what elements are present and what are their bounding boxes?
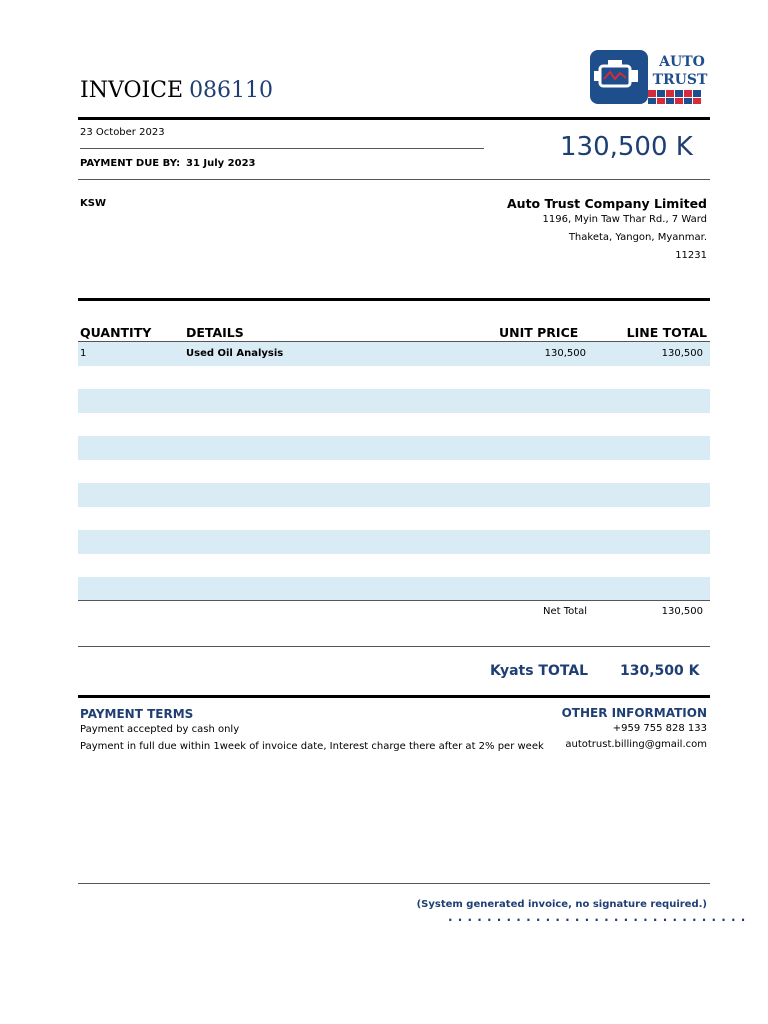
row-unit-price: 130,500 xyxy=(544,348,586,359)
company-name: Auto Trust Company Limited xyxy=(507,196,707,211)
table-row xyxy=(78,413,710,437)
logo-graphic xyxy=(590,48,710,110)
table-row xyxy=(78,342,710,366)
engine-icon-right xyxy=(630,70,638,82)
net-total-value: 130,500 xyxy=(661,606,703,617)
engine-icon-top xyxy=(608,60,622,66)
payment-due-date: 31 July 2023 xyxy=(186,158,256,169)
table-row xyxy=(78,577,710,601)
logo-text-line1: AUTO xyxy=(659,54,705,70)
company-postal: 11231 xyxy=(675,250,707,261)
payment-due-label: PAYMENT DUE BY: xyxy=(80,158,181,169)
totals-divider xyxy=(78,695,710,698)
table-row xyxy=(78,460,710,484)
table-top-divider xyxy=(78,298,710,301)
kyats-total-label: Kyats TOTAL xyxy=(490,663,589,679)
signature-dots: ............................... xyxy=(448,910,751,924)
bill-to-name: KSW xyxy=(80,198,106,209)
other-info-title: OTHER INFORMATION xyxy=(561,706,707,720)
header-divider xyxy=(78,117,710,120)
col-header-details: DETAILS xyxy=(186,325,244,340)
footer-divider xyxy=(78,883,710,884)
other-info-email[interactable]: autotrust.billing@gmail.com xyxy=(565,739,707,750)
table-row xyxy=(78,554,710,578)
company-address-2: Thaketa, Yangon, Myanmar. xyxy=(568,232,707,243)
payment-terms-line-2: Payment in full due within 1week of invoice date, Interest charge there after at 2% per week xyxy=(80,741,544,752)
invoice-title xyxy=(80,78,273,103)
engine-icon-left xyxy=(594,71,600,81)
table-row xyxy=(78,507,710,531)
row-line-total: 130,500 xyxy=(661,348,703,359)
footer-note: (System generated invoice, no signature required.) xyxy=(416,899,707,910)
table-row xyxy=(78,366,710,390)
col-header-quantity: QUANTITY xyxy=(80,325,152,340)
net-total-label: Net Total xyxy=(543,606,588,617)
row-quantity: 1 xyxy=(80,348,87,359)
net-total-divider xyxy=(78,646,710,647)
kyats-total-value: 130,500 K xyxy=(620,663,700,679)
invoice-date: 23 October 2023 xyxy=(80,127,165,138)
other-info-phone: +959 755 828 133 xyxy=(612,723,707,734)
date-divider xyxy=(80,148,484,149)
payment-terms-line-1: Payment accepted by cash only xyxy=(80,724,240,735)
table-row xyxy=(78,436,710,460)
table-row xyxy=(78,483,710,507)
table-bottom-divider xyxy=(78,600,710,601)
row-details: Used Oil Analysis xyxy=(186,348,284,359)
address-divider xyxy=(78,179,710,180)
invoice-number: 086110 xyxy=(189,78,274,103)
col-header-unit-price: UNIT PRICE xyxy=(499,325,579,340)
amount-total: 130,500 K xyxy=(560,132,693,162)
company-logo xyxy=(590,48,710,110)
invoice-label: INVOICE xyxy=(80,78,184,103)
table-row xyxy=(78,530,710,554)
payment-terms-title: PAYMENT TERMS xyxy=(80,707,194,721)
table-row xyxy=(78,389,710,413)
logo-checker xyxy=(648,90,701,104)
company-address-1: 1196, Myin Taw Thar Rd., 7 Ward xyxy=(542,214,707,225)
col-header-line-total: LINE TOTAL xyxy=(626,325,707,340)
logo-text-line2: TRUST xyxy=(652,72,708,88)
